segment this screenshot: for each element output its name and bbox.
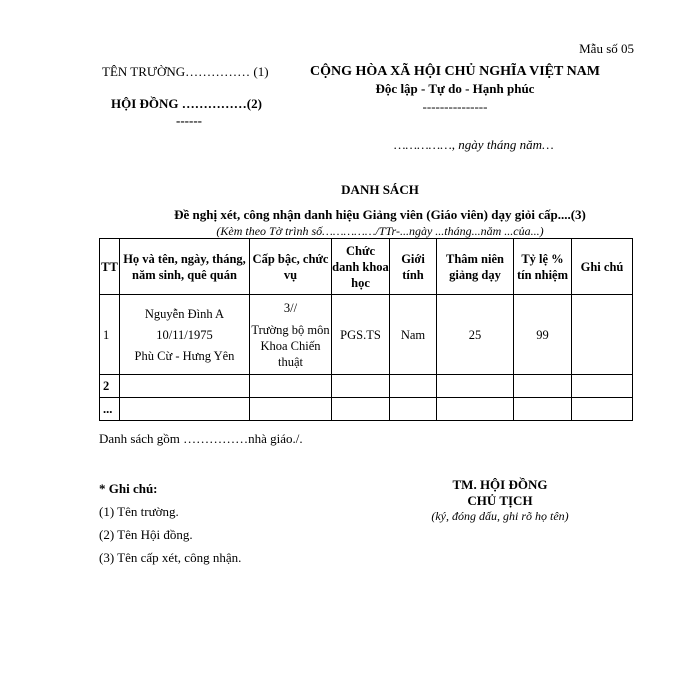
nominee-table [99, 238, 633, 421]
note-item: (3) Tên cấp xét, công nhận. [99, 550, 242, 565]
date-line: ……………, ngày tháng năm… [394, 137, 554, 152]
seniority-cell: 25 [437, 295, 514, 375]
person-dob: 10/11/1975 [156, 327, 213, 342]
document-attachment-note: (Kèm theo Tờ trình số……………/TTr-...ngày ...tháng...năm ...của...) [216, 224, 544, 238]
header-cell: Chức danh khoa học [332, 239, 390, 295]
empty-cell [120, 398, 250, 421]
person-hometown: Phù Cừ - Hưng Yên [134, 348, 235, 363]
header-cell: Tỷ lệ % tín nhiệm [514, 239, 572, 295]
person-name: Nguyễn Đình A [144, 306, 225, 321]
notes-heading: * Ghi chú: [99, 481, 158, 496]
table-row [100, 295, 633, 375]
country-name: CỘNG HÒA XÃ HỘI CHỦ NGHĨA VIỆT NAM [309, 64, 600, 79]
empty-cell [250, 398, 332, 421]
header-cell: Thâm niên giảng dạy [437, 239, 514, 295]
note-item: (2) Tên Hội đồng. [99, 527, 193, 542]
table-header-row [100, 239, 633, 295]
empty-cell [437, 398, 514, 421]
header-cell: Ghi chú [572, 239, 633, 295]
note-item: (1) Tên trường. [99, 504, 179, 519]
header-cell: Cấp bậc, chức vụ [250, 239, 332, 295]
empty-cell [514, 398, 572, 421]
empty-cell [250, 375, 332, 398]
person-rank: 3// [283, 300, 298, 315]
empty-cell [120, 375, 250, 398]
school-name-line: TÊN TRƯỜNG…………… (1) [102, 64, 269, 79]
table-row [100, 375, 633, 398]
table-row [100, 398, 633, 421]
header-cell: Họ và tên, ngày, tháng, năm sinh, quê quán [120, 239, 250, 295]
row-number: ... [100, 398, 120, 421]
empty-cell [572, 375, 633, 398]
signature-title: CHỦ TỊCH [467, 493, 533, 508]
trust-rate-cell: 99 [514, 295, 572, 375]
signature-block [390, 477, 610, 524]
empty-cell [572, 398, 633, 421]
left-separator: ------ [176, 113, 202, 128]
signature-role: TM. HỘI ĐỒNG [452, 477, 548, 492]
person-position: Trường bộ môn Khoa Chiến thuật [251, 322, 330, 369]
empty-cell [437, 375, 514, 398]
empty-cell [332, 375, 390, 398]
document-title: DANH SÁCH [341, 182, 419, 197]
empty-cell [390, 375, 437, 398]
empty-cell [390, 398, 437, 421]
national-header [300, 64, 610, 115]
document-title-block [100, 182, 660, 239]
header-cell: Giới tính [390, 239, 437, 295]
gender-cell: Nam [390, 295, 437, 375]
academic-title-cell: PGS.TS [332, 295, 390, 375]
row-number: 2 [100, 375, 120, 398]
form-number: Mẫu số 05 [579, 41, 634, 56]
note-cell [572, 295, 633, 375]
name-cell [120, 295, 250, 375]
right-separator: --------------- [422, 99, 488, 114]
header-cell: TT [100, 239, 120, 295]
empty-cell [332, 398, 390, 421]
empty-cell [514, 375, 572, 398]
council-name-line: HỘI ĐỒNG ……………(2) [111, 96, 262, 111]
document-subtitle: Đề nghị xét, công nhận danh hiệu Giảng viên (Giáo viên) dạy giỏi cấp....(3) [174, 207, 586, 222]
row-number: 1 [100, 295, 120, 375]
rank-cell [250, 295, 332, 375]
summary-line: Danh sách gồm ……………nhà giáo./. [99, 431, 303, 446]
notes-section [99, 477, 241, 569]
national-motto: Độc lập - Tự do - Hạnh phúc [375, 81, 535, 96]
signature-instruction: (ký, đóng dấu, ghi rõ họ tên) [431, 509, 569, 523]
